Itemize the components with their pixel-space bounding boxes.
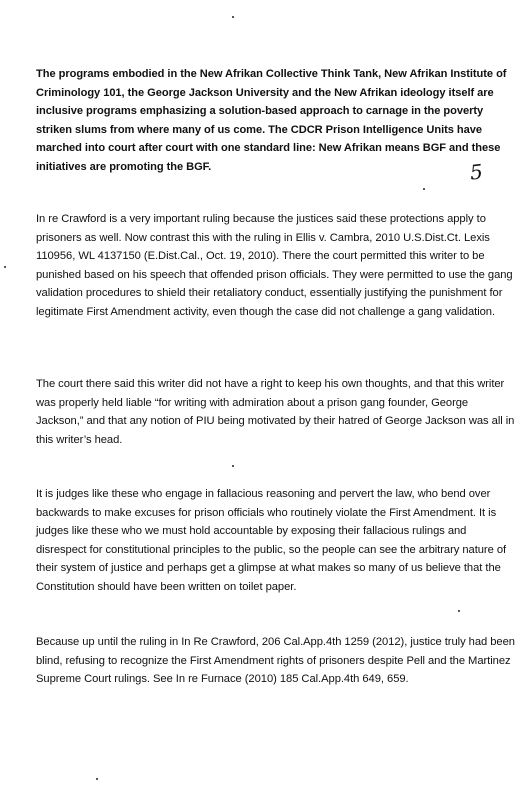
scan-speck <box>4 266 6 268</box>
scan-speck <box>96 778 98 780</box>
paragraph-court-ruling: The court there said this writer did not have a right to keep his own thoughts, and that this writer was properly held liable “for writing with admiration about a prison gang founder, George Jackson,” and that any notion of PIU being motivated by their hatred of George Jackson was all in this writer’s head. <box>36 378 515 446</box>
scan-speck <box>232 465 234 467</box>
scan-speck <box>232 16 234 18</box>
paragraph-in-re-crawford: In re Crawford is a very important ruling because the justices said these protections apply to prisoners as well. Now contrast this with the ruling in Ellis v. Cambra, 2010 U.S.Dist.Ct. Lexis 110956, WL 4137150 (E.Dist.Cal., Oct. 19, 2010). There the court permitted this writer to be punished based on his speech that offended prison officials. They were permitted to use the gang validation procedures to shield their retaliatory conduct, essentially justifying the punishment for legitimate First Amendment activity, even though the case did not challenge a gang validation. <box>36 213 513 318</box>
scan-speck <box>423 188 425 190</box>
paragraph-justice-blind: Because up until the ruling in In Re Crawford, 206 Cal.App.4th 1259 (2012), justice truly had been blind, refusing to recognize the First Amendment rights of prisoners despite Pell and the Martinez Supreme Court rulings. See In re Furnace (2010) 185 Cal.App.4th 649, 659. <box>36 636 515 686</box>
paragraph-judges-accountability: It is judges like these who engage in fallacious reasoning and pervert the law, who bend over backwards to make excuses for prison officials who routinely violate the First Amendment. It is judges like these who we must hold accountable by exposing their fallacious rulings and disrespect for constitutional principles to the public, so the people can see the arbitrary nature of their system of justice and perhaps get a glimpse at what makes so many of us believe that the Constitution should have been written on toilet paper. <box>36 488 507 593</box>
scan-speck <box>458 610 460 612</box>
paragraph-new-afrikan-programs: The programs embodied in the New Afrikan Collective Think Tank, New Afrikan Institute of Criminology 101, the George Jackson University and the New Afrikan ideology itself are inclusive programs emphasizing a solution-based approach to carnage in the poverty striken slums from where many of us come. The CDCR Prison Intelligence Units have marched into court after court with one standard line: New Afrikan means BGF and these initiatives are promoting the BGF. <box>36 68 507 173</box>
handwritten-page-number: 5 <box>468 159 484 185</box>
